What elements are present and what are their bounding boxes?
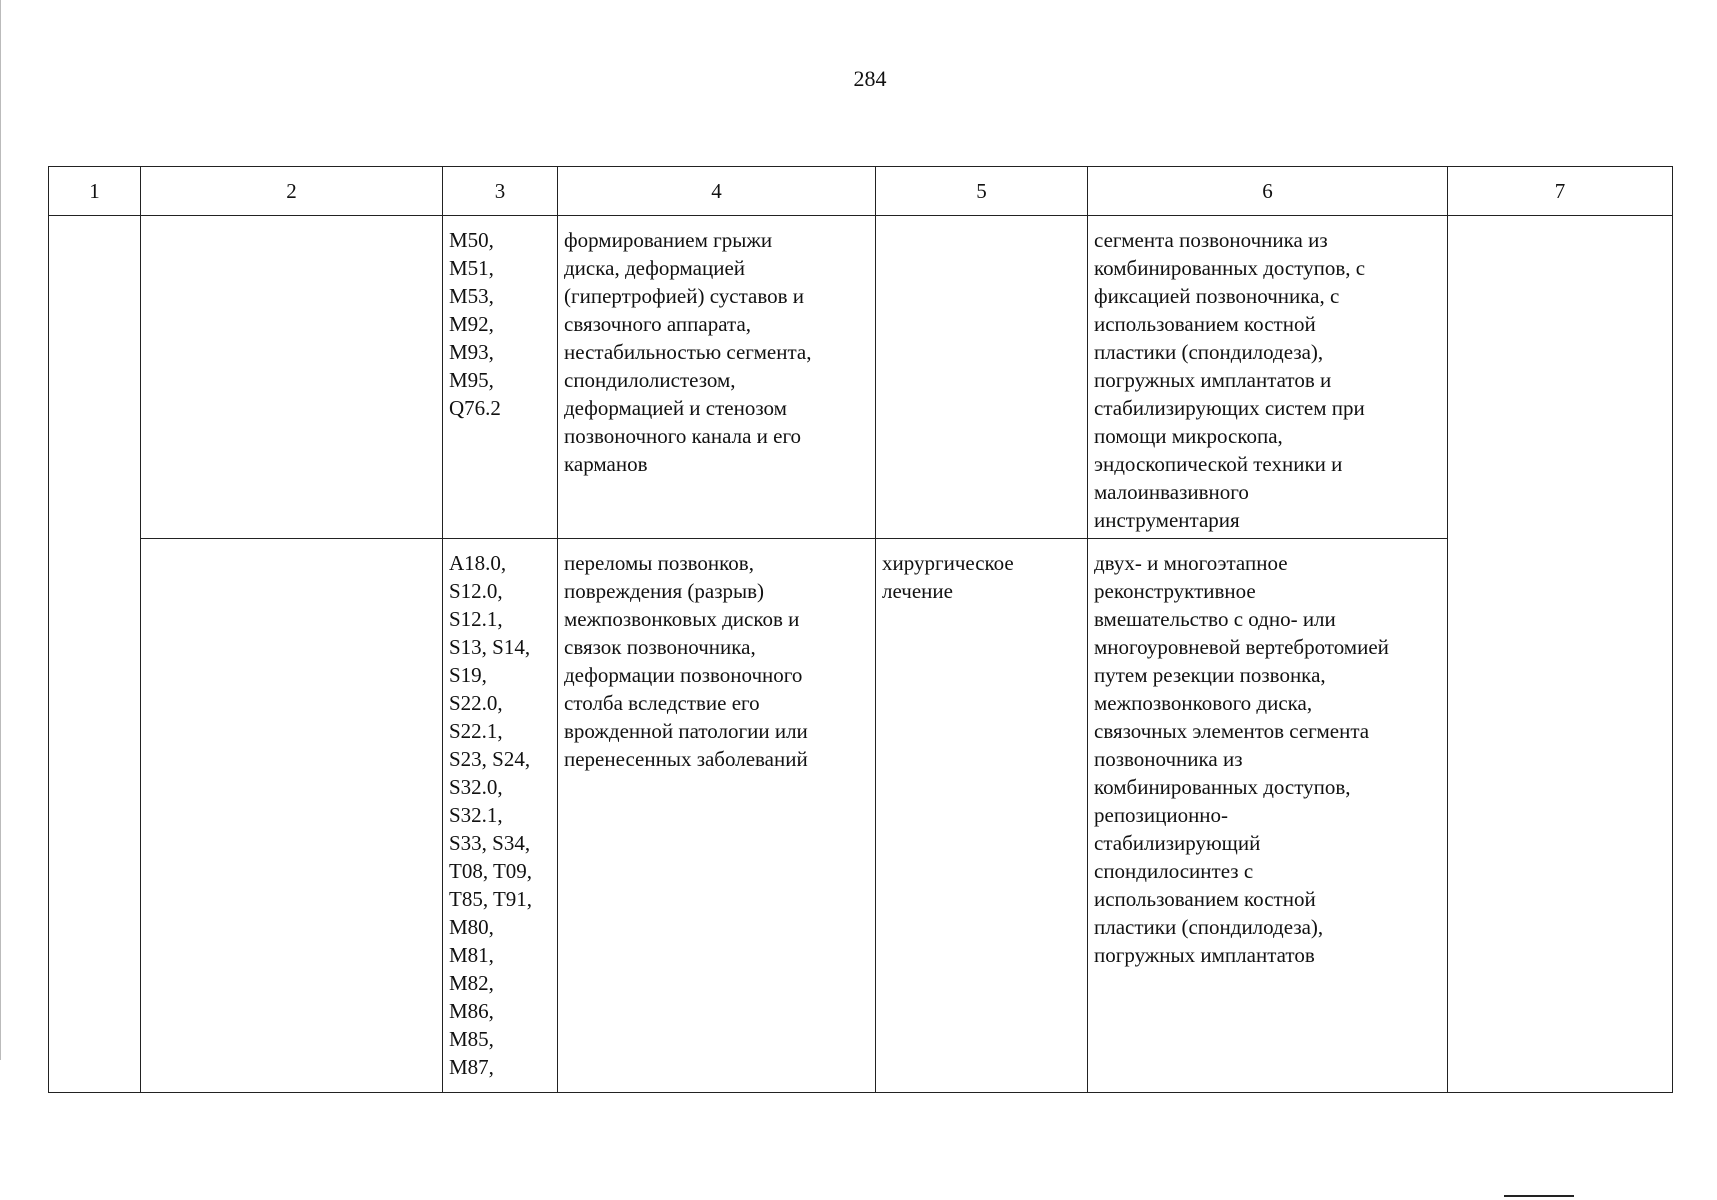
method-line: спондилосинтез с [1094,859,1254,883]
diagnosis-code: M93, [449,340,494,364]
condition-line: переломы позвонков, [564,551,754,575]
diagnosis-code: M82, [449,971,494,995]
diagnosis-code: S12.1, [449,607,503,631]
condition-line: связочного аппарата, [564,312,752,336]
condition-line: перенесенных заболеваний [564,747,808,771]
method-line: использованием костной [1094,312,1316,336]
condition-line: деформацией и стенозом [564,396,787,420]
diagnosis-code: M81, [449,943,494,967]
method-line: помощи микроскопа, [1094,424,1283,448]
col1-cell [49,216,141,1093]
diagnosis-codes-cell [443,216,558,539]
method-line: позвоночника из [1094,747,1243,771]
diagnosis-code: S32.1, [449,803,503,827]
method-line: инструментария [1094,508,1240,532]
condition-line: нестабильностью сегмента, [564,340,812,364]
condition-line: деформации позвоночного [564,663,803,687]
condition-line: диска, деформацией [564,256,746,280]
method-line: погружных имплантатов и [1094,368,1332,392]
method-line: малоинвазивного [1094,480,1249,504]
header-cell-6: 6 [1088,167,1448,216]
diagnosis-code: S13, S14, [449,635,531,659]
header-cell-2: 2 [141,167,443,216]
diagnosis-code: M80, [449,915,494,939]
method-line: многоуровневой вертебротомией [1094,635,1389,659]
header-cell-1: 1 [49,167,141,216]
page-number: 284 [853,66,887,91]
diagnosis-code: S33, S34, [449,831,531,855]
condition-line: столба вследствие его [564,691,760,715]
method-line: пластики (спондилодеза), [1094,915,1324,939]
condition-line: формированием грыжи [564,228,773,252]
diagnosis-code: Q76.2 [449,396,501,420]
condition-line: позвоночного канала и его [564,424,802,448]
header-cell-7: 7 [1448,167,1673,216]
method-line: эндоскопической техники и [1094,452,1343,476]
table-row [49,216,1673,539]
method-line: фиксацией позвоночника, с [1094,284,1340,308]
header-cell-4: 4 [558,167,876,216]
diagnosis-code: S12.0, [449,579,503,603]
method-line: репозиционно- [1094,803,1229,827]
col7-cell [1448,216,1673,1093]
diagnosis-code: M50, [449,228,494,252]
diagnosis-code: S32.0, [449,775,503,799]
condition-line: врожденной патологии или [564,719,808,743]
method-cell [1088,539,1448,1093]
method-line: реконструктивное [1094,579,1256,603]
treatment-cell [876,539,1088,1093]
diagnosis-code: T08, T09, [449,859,533,883]
condition-line: (гипертрофией) суставов и [564,284,805,308]
procedures-table [48,166,1673,1093]
scan-edge-line [0,0,1,1060]
scan-edge-mark [1504,1195,1574,1197]
header-row [49,167,1673,216]
header-cell-3: 3 [443,167,558,216]
diagnosis-code: M95, [449,368,494,392]
table-row [49,539,1673,1093]
condition-line: спондилолистезом, [564,368,736,392]
header-cell-5: 5 [876,167,1088,216]
method-line: погружных имплантатов [1094,943,1315,967]
diagnosis-code: S19, [449,663,487,687]
col2-cell [141,539,443,1093]
condition-line: межпозвонковых дисков и [564,607,800,631]
condition-cell [558,216,876,539]
method-cell [1088,216,1448,539]
diagnosis-codes-cell [443,539,558,1093]
treatment-cell [876,216,1088,539]
method-line: комбинированных доступов, с [1094,256,1366,280]
method-line: пластики (спондилодеза), [1094,340,1324,364]
treatment-line: лечение [882,579,953,603]
col2-cell [141,216,443,539]
diagnosis-code: S23, S24, [449,747,531,771]
diagnosis-code: M86, [449,999,494,1023]
method-line: вмешательство с одно- или [1094,607,1336,631]
method-line: комбинированных доступов, [1094,775,1351,799]
diagnosis-code: S22.1, [449,719,503,743]
method-line: использованием костной [1094,887,1316,911]
diagnosis-code: M87, [449,1055,494,1079]
treatment-line: хирургическое [882,551,1014,575]
diagnosis-code: M53, [449,284,494,308]
diagnosis-code: A18.0, [449,551,507,575]
method-line: межпозвонкового диска, [1094,691,1313,715]
method-line: путем резекции позвонка, [1094,663,1326,687]
diagnosis-code: M51, [449,256,494,280]
method-line: стабилизирующих систем при [1094,396,1365,420]
method-line: связочных элементов сегмента [1094,719,1370,743]
condition-cell [558,539,876,1093]
diagnosis-code: T85, T91, [449,887,533,911]
condition-line: связок позвоночника, [564,635,756,659]
diagnosis-code: S22.0, [449,691,503,715]
condition-line: повреждения (разрыв) [564,579,765,603]
method-line: двух- и многоэтапное [1094,551,1288,575]
diagnosis-code: M92, [449,312,494,336]
diagnosis-code: M85, [449,1027,494,1051]
condition-line: карманов [564,452,648,476]
method-line: сегмента позвоночника из [1094,228,1328,252]
method-line: стабилизирующий [1094,831,1261,855]
